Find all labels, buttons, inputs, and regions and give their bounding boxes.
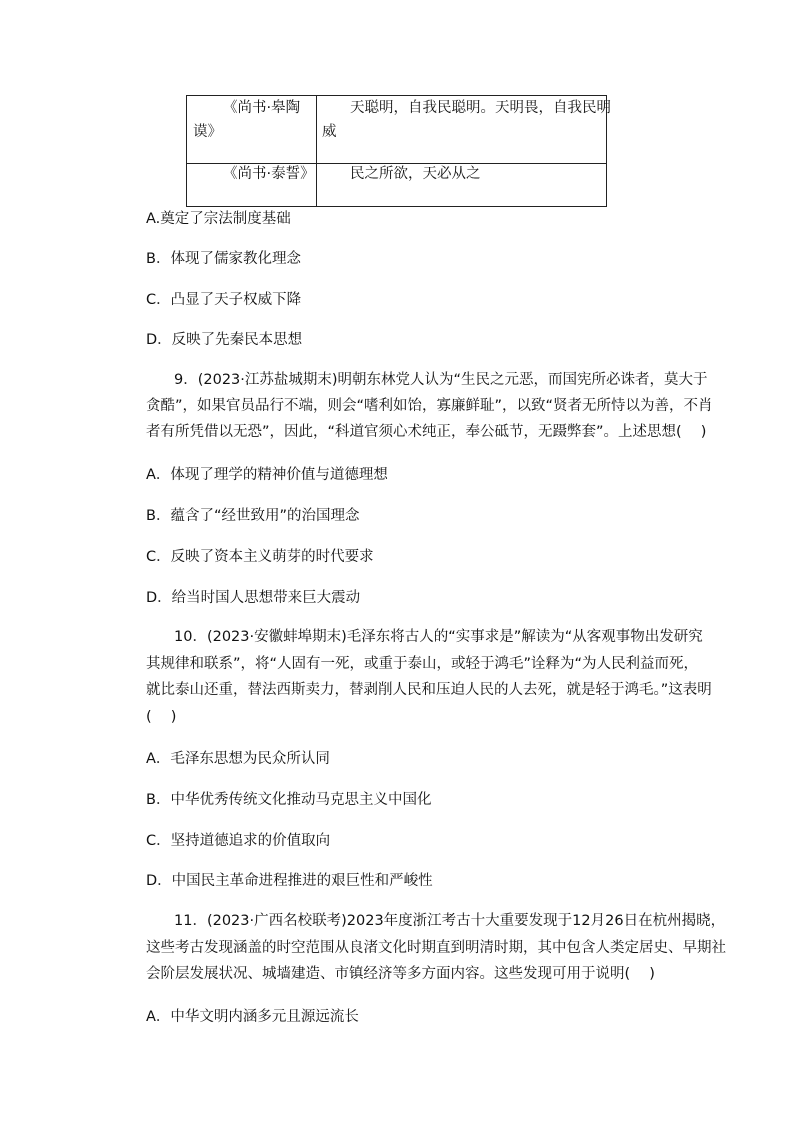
source-name: 《尚书·泰誓》 (223, 166, 315, 182)
source-cell (187, 164, 317, 207)
q9-option-b: B．蕴含了“经世致用”的治国理念 (146, 508, 360, 524)
q9-option-c: C．反映了资本主义萌芽的时代要求 (146, 549, 374, 565)
quote-cell (317, 96, 611, 164)
q9-option-d: D．给当时国人思想带来巨大震动 (146, 590, 361, 606)
source-table (186, 95, 611, 207)
table-row (187, 164, 607, 207)
source-name: 《尚书·皋陶 (223, 100, 301, 116)
q10-option-b: B．中华优秀传统文化推动马克思主义中国化 (146, 792, 432, 808)
quote-cell (317, 164, 607, 207)
q9-stem-line3: 者有所凭借以无恐”，因此，“科道官须心术纯正，奉公砥节，无蹑弊套”。上述思想( ) (146, 424, 707, 440)
source-name-cont: 谟》 (193, 124, 222, 140)
q10-stem-line1: 10．(2023·安徽蚌埠期末)毛泽东将古人的“实事求是”解读为“从客观事物出发研究 (174, 629, 703, 645)
q11-option-a: A．中华文明内涵多元且源远流长 (146, 1009, 359, 1025)
q8-option-c: C．凸显了天子权威下降 (146, 292, 302, 308)
q8-option-d: D．反映了先秦民本思想 (146, 332, 303, 348)
quote-text: 民之所欲，天必从之 (350, 166, 481, 182)
q10-stem-line3: 就比泰山还重，替法西斯卖力，替剥削人民和压迫人民的人去死，就是轻于鸿毛。”这表明 (146, 682, 712, 698)
q10-option-a: A．毛泽东思想为民众所认同 (146, 751, 330, 767)
quote-text-cont: 威 (322, 124, 337, 140)
q9-stem-line2: 贪酷”，如果官员品行不端，则会“嗜利如饴，寡廉鲜耻”，以致“贤者无所恃以为善，不肖 (146, 398, 713, 414)
q11-stem-line3: 会阶层发展状况、城墙建造、市镇经济等多方面内容。这些发现可用于说明( ) (146, 966, 655, 982)
q8-option-b: B．体现了儒家教化理念 (146, 251, 301, 267)
q9-stem-line1: 9．(2023·江苏盐城期末)明朝东林党人认为“生民之元恶，而国宪所必诛者，莫大于 (174, 372, 708, 388)
q8-option-a: A.奠定了宗法制度基础 (146, 211, 291, 227)
q10-stem-line4: ( ) (146, 709, 177, 725)
table-row (187, 96, 607, 164)
q10-option-d: D．中国民主革命进程推进的艰巨性和严峻性 (146, 873, 433, 889)
source-cell (187, 96, 317, 164)
quote-text: 天聪明，自我民聪明。天明畏，自我民明 (350, 100, 611, 116)
q10-option-c: C．坚持道德追求的价值取向 (146, 833, 331, 849)
q11-stem-line1: 11．(2023·广西名校联考)2023年度浙江考古十大重要发现于12月26日在杭州揭晓， (174, 913, 726, 929)
q10-stem-line2: 其规律和联系”，将“人固有一死，或重于泰山，或轻于鸿毛”诠释为“为人民利益而死， (146, 656, 699, 672)
q9-option-a: A．体现了理学的精神价值与道德理想 (146, 467, 388, 483)
q11-stem-line2: 这些考古发现涵盖的时空范围从良渚文化时期直到明清时期，其中包含人类定居史、早期社 (146, 940, 726, 956)
